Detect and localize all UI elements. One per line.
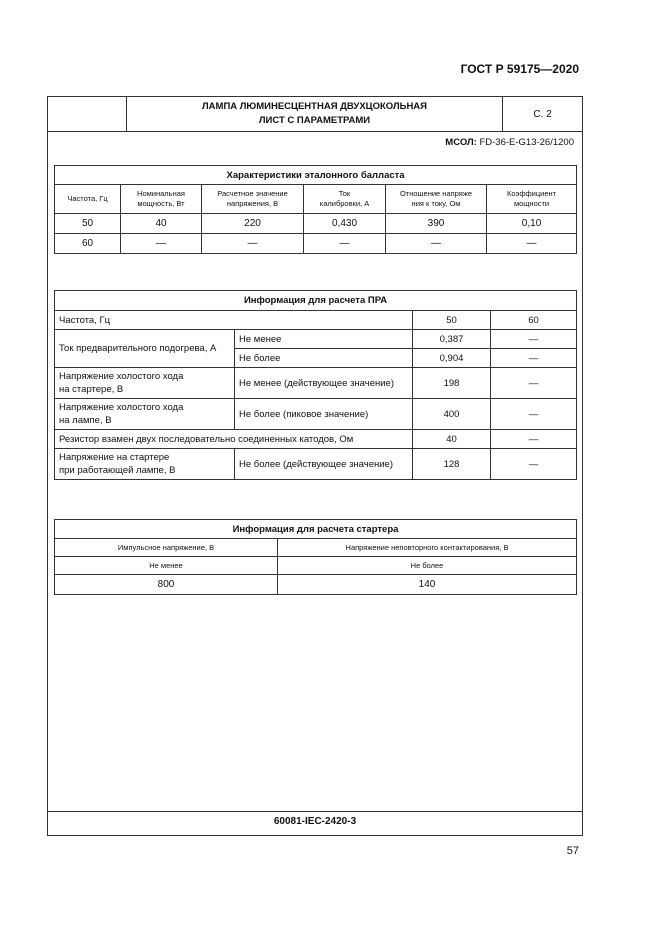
table-cell: 0,904 — [413, 349, 491, 368]
pra-row-frequency — [55, 311, 577, 330]
table-cell: 60 — [55, 234, 121, 254]
header-title — [127, 97, 503, 131]
table-cell: 198 — [413, 368, 491, 399]
footer-code: 60081-IEC-2420-3 — [273, 816, 357, 827]
ballast-head-current: Ток калибровки, А — [304, 185, 386, 214]
table-cell: 400 — [413, 399, 491, 430]
pra-title: Информация для расчета ПРА — [55, 291, 577, 311]
starter-col1-cond: Не менее — [55, 557, 278, 575]
header-title-line2: ЛИСТ С ПАРАМЕТРАМИ — [258, 115, 371, 126]
header-empty-cell — [48, 97, 127, 131]
sheet-header — [48, 97, 582, 132]
pra-freq-label: Частота, Гц — [55, 311, 413, 330]
starter-col2-value: 140 — [278, 575, 577, 595]
model-designation — [445, 137, 574, 148]
ballast-head-power: Номинальная мощность, Вт — [121, 185, 202, 214]
pra-ocv-starter-label: Напряжение холостого хода на стартере, В — [55, 368, 235, 399]
table-cell: — — [304, 234, 386, 254]
pra-starter-v-cond: Не более (действующее значение) — [235, 449, 413, 480]
pra-table — [54, 290, 577, 480]
ballast-row-50 — [55, 214, 577, 234]
table-cell: — — [491, 430, 577, 449]
pra-row-preheat-min — [55, 330, 577, 349]
table-cell: 128 — [413, 449, 491, 480]
pra-ocv-lamp-label: Напряжение холостого хода на лампе, В — [55, 399, 235, 430]
pra-row-resistor — [55, 430, 577, 449]
table-cell: 0,430 — [304, 214, 386, 234]
table-cell: — — [386, 234, 487, 254]
table-cell: 0,387 — [413, 330, 491, 349]
table-cell: — — [202, 234, 304, 254]
table-cell: 40 — [413, 430, 491, 449]
model-value: FD-36-E-G13-26/1200 — [479, 137, 574, 148]
table-cell: — — [491, 368, 577, 399]
ballast-head-power-factor: Коэффициент мощности — [487, 185, 577, 214]
ballast-head-ratio: Отношение напряже ния к току, Ом — [386, 185, 487, 214]
pra-freq-60: 60 — [491, 311, 577, 330]
table-cell: — — [121, 234, 202, 254]
table-cell: — — [491, 330, 577, 349]
table-cell: 40 — [121, 214, 202, 234]
table-cell: — — [487, 234, 577, 254]
table-cell: 220 — [202, 214, 304, 234]
ballast-head-voltage: Расчетное значение напряжения, В — [202, 185, 304, 214]
pra-starter-v-label: Напряжение на стартере при работающей лампе, В — [55, 449, 235, 480]
pra-ocv-starter-cond: Не менее (действующее значение) — [235, 368, 413, 399]
starter-col1-value: 800 — [55, 575, 278, 595]
table-cell: 390 — [386, 214, 487, 234]
starter-col2-head: Напряжение неповторного контактирования, В — [278, 539, 577, 557]
header-page-ref: С. 2 — [533, 108, 552, 120]
header-title-line1: ЛАМПА ЛЮМИНЕСЦЕНТНАЯ ДВУХЦОКОЛЬНАЯ — [202, 101, 427, 112]
pra-row-ocv-starter — [55, 368, 577, 399]
pra-preheat-label: Ток предварительного подогрева, А — [55, 330, 235, 368]
starter-title: Информация для расчета стартера — [55, 520, 577, 539]
table-cell: — — [491, 449, 577, 480]
ballast-title: Характеристики эталонного балласта — [55, 166, 577, 185]
table-cell: 0,10 — [487, 214, 577, 234]
pra-ocv-lamp-cond: Не более (пиковое значение) — [235, 399, 413, 430]
pra-preheat-min-label: Не менее — [235, 330, 413, 349]
pra-resistor-label: Резистор взамен двух последовательно соединенных катодов, Ом — [55, 430, 413, 449]
footer-divider — [48, 811, 582, 812]
pra-row-starter-voltage — [55, 449, 577, 480]
starter-table — [54, 519, 577, 595]
table-cell: — — [491, 399, 577, 430]
ballast-row-60 — [55, 234, 577, 254]
parameter-sheet-frame — [47, 96, 583, 836]
standard-number: ГОСТ Р 59175—2020 — [460, 62, 579, 76]
table-cell: — — [491, 349, 577, 368]
ballast-head-frequency: Частота, Гц — [55, 185, 121, 214]
page-number: 57 — [566, 845, 579, 857]
table-cell: 50 — [55, 214, 121, 234]
pra-preheat-max-label: Не более — [235, 349, 413, 368]
pra-freq-50: 50 — [413, 311, 491, 330]
ballast-table — [54, 165, 577, 254]
starter-col1-head: Импульсное напряжение, В — [55, 539, 278, 557]
starter-col2-cond: Не более — [278, 557, 577, 575]
model-label: МСОЛ: — [445, 137, 477, 148]
pra-row-ocv-lamp — [55, 399, 577, 430]
